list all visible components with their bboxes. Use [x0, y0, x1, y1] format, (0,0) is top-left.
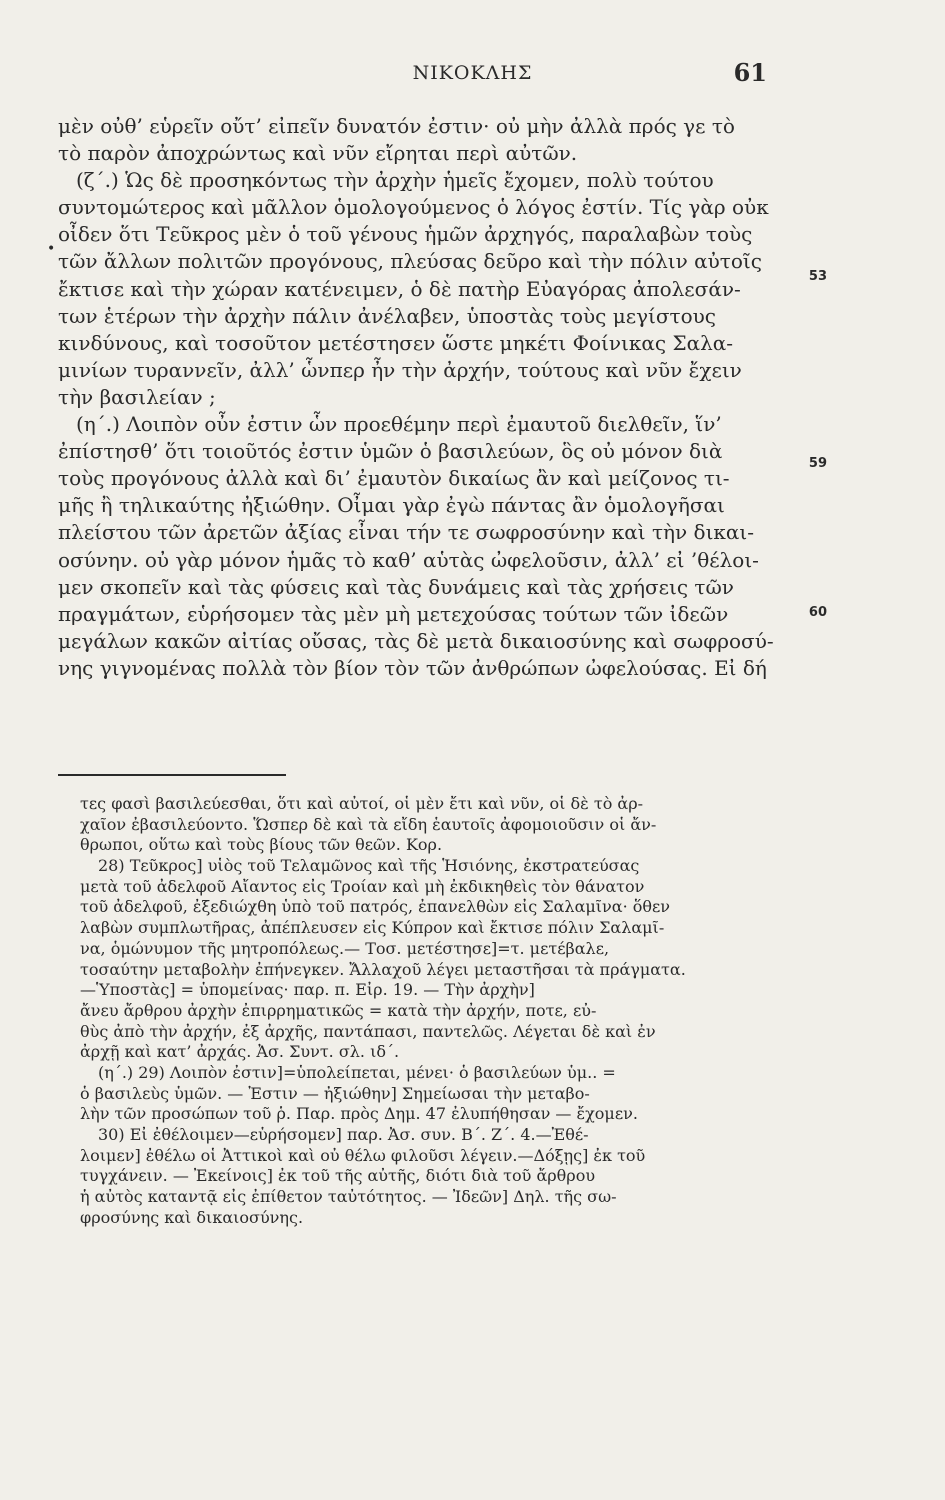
- text-line: πραγμάτων, εὑρήσομεν τὰς μὲν μὴ μετεχούσας τούτων τῶν ἰδεῶν: [58, 601, 729, 626]
- running-head: ΝΙΚΟΚΛΗΣ: [412, 62, 533, 84]
- text-line: μεγάλων κακῶν αἰτίας οὔσας, τὰς δὲ μετὰ δικαιοσύνης καὶ σωφροσύ-: [58, 628, 774, 653]
- text-line: (ζ΄.) Ὡς δὲ προσηκόντως τὴν ἀρχὴν ἡμεῖς ἔχομεν, πολὺ τούτου: [76, 168, 714, 193]
- footnote-divider: [58, 774, 286, 776]
- footnote-line: τυγχάνειν. — Ἐκείνοις] ἐκ τοῦ τῆς αὐτῆς, διότι διὰ τοῦ ἄρθρου: [80, 1166, 596, 1186]
- footnote-line: λαβὼν συμπλωτῆρας, ἀπέπλευσεν εἰς Κύπρον καὶ ἔκτισε πόλιν Σαλαμῖ-: [80, 918, 665, 938]
- footnote-line: φροσύνης καὶ δικαιοσύνης.: [80, 1207, 304, 1227]
- text-line: κινδύνους, καὶ τοσοῦτον μετέστησεν ὥστε μηκέτι Φοίνικας Σαλα-: [58, 330, 734, 355]
- footnote-line: λοιμεν] ἐθέλω οἱ Ἀττικοὶ καὶ οὐ θέλω φιλοῦσι λέγειν.—Δόξῃς] ἐκ τοῦ: [80, 1145, 646, 1165]
- footnote-line: μετὰ τοῦ ἀδελφοῦ Αἴαντος εἰς Τροίαν καὶ μὴ ἐκδικηθεὶς τὸν θάνατον: [80, 876, 645, 896]
- text-line: μεν σκοπεῖν καὶ τὰς φύσεις καὶ τὰς δυνάμεις καὶ τὰς χρήσεις τῶν: [58, 574, 734, 599]
- text-line: συντομώτερος καὶ μᾶλλον ὁμολογούμενος ὁ λόγος ἐστίν. Τίς γὰρ οὐκ: [58, 195, 769, 220]
- page-header: [0, 58, 945, 92]
- footnote-line: ἡ αὐτὸς καταντᾷ εἰς ἐπίθετον ταὐτότητος. — Ἰδεῶν] Δηλ. τῆς σω-: [80, 1187, 617, 1207]
- footnote-line: λὴν τῶν προσώπων τοῦ ῥ. Παρ. πρὸς Δημ. 47 ἐλυπήθησαν — ἔχομεν.: [80, 1104, 638, 1124]
- footnote-line: θρωποι, οὕτω καὶ τοὺς βίους τῶν θεῶν. Κορ.: [80, 835, 443, 855]
- page-number: 61: [733, 58, 767, 87]
- footnote-line: τοσαύτην μεταβολὴν ἐπήνεγκεν. Ἄλλαχοῦ λέγει μεταστῆσαι τὰ πράγματα.: [80, 959, 686, 979]
- text-line: των ἑτέρων τὴν ἀρχὴν πάλιν ἀνέλαβεν, ὑποστὰς τοὺς μεγίστους: [58, 303, 716, 328]
- footnote-line: θὺς ἀπὸ τὴν ἀρχήν, ἐξ ἀρχῆς, παντάπασι, παντελῶς. Λέγεται δὲ καὶ ἐν: [80, 1021, 656, 1041]
- text-line: τὴν βασιλείαν ;: [58, 384, 216, 409]
- text-line: ἐπίστησθ’ ὅτι τοιοῦτός ἐστιν ὑμῶν ὁ βασιλεύων, ὃς οὐ μόνον διὰ: [58, 439, 723, 464]
- text-line: πλείστου τῶν ἀρετῶν ἀξίας εἶναι τήν τε σωφροσύνην καὶ τὴν δικαι-: [58, 520, 755, 545]
- margin-number: 59: [808, 456, 827, 471]
- text-line: οἶδεν ὅτι Τεῦκρος μὲν ὁ τοῦ γένους ἡμῶν ἀρχηγός, παραλαβὼν τοὺς: [58, 222, 753, 247]
- text-line: μὲν οὐθ’ εὑρεῖν οὔτ’ εἰπεῖν δυνατόν ἐστιν· οὐ μὴν ἀλλὰ πρός γε τὸ: [58, 114, 735, 138]
- footnote-line: 28) Τεῦκρος] υἱὸς τοῦ Τελαμῶνος καὶ τῆς Ἡσιόνης, ἐκστρατεύσας: [98, 856, 640, 876]
- footnote-line: τοῦ ἀδελφοῦ, ἐξεδιώχθη ὑπὸ τοῦ πατρός, ἐπανελθὼν εἰς Σαλαμῖνα· ὅθεν: [80, 897, 671, 917]
- footnote-line: χαῖον ἐβασιλεύοντο. Ὥσπερ δὲ καὶ τὰ εἴδη ἑαυτοῖς ἀφομοιοῦσιν οἱ ἄν-: [80, 814, 657, 834]
- text-line: τὸ παρὸν ἀποχρώντως καὶ νῦν εἴρηται περὶ αὐτῶν.: [58, 141, 578, 166]
- text-line: οσύνην. οὐ γὰρ μόνον ἡμᾶς τὸ καθ’ αὑτὰς ὠφελοῦσιν, ἀλλ’ εἰ ’θέλοι-: [58, 547, 759, 572]
- footnote-line: τες φασὶ βασιλεύεσθαι, ὅτι καὶ αὐτοί, οἱ μὲν ἔτι καὶ νῦν, οἱ δὲ τὸ ἀρ-: [80, 794, 644, 813]
- footnote-line: (η΄.) 29) Λοιπὸν ἐστιν]=ὑπολείπεται, μένει· ὁ βασιλεύων ὑμ.. =: [98, 1062, 616, 1082]
- margin-dot: •: [47, 241, 56, 257]
- text-line: τοὺς προγόνους ἀλλὰ καὶ δι’ ἐμαυτὸν δικαίως ἂν καὶ μείζονος τι-: [58, 466, 730, 491]
- text-line: (η΄.) Λοιπὸν οὖν ἐστιν ὧν προεθέμην περὶ ἐμαυτοῦ διελθεῖν, ἵν’: [76, 412, 722, 437]
- margin-number: 60: [808, 605, 827, 620]
- footnote-line: 30) Εἰ ἐθέλοιμεν—εὑρήσομεν] παρ. Ἀσ. συν. Β΄. Ζ΄. 4.—Ἐθέ-: [98, 1125, 589, 1144]
- footnote-line: ἄνευ ἄρθρου ἀρχὴν ἐπιρρηματικῶς = κατὰ τὴν ἀρχήν, ποτε, εὐ-: [80, 1000, 597, 1020]
- text-line: νης γιγνομένας πολλὰ τὸν βίον τὸν τῶν ἀνθρώπων ὠφελούσας. Εἰ δή: [58, 655, 767, 680]
- text-line: μῆς ἢ τηλικαύτης ἠξιώθην. Οἶμαι γὰρ ἐγὼ πάντας ἂν ὁμολογῆσαι: [58, 493, 725, 518]
- text-line: μινίων τυραννεῖν, ἀλλ’ ὧνπερ ἦν τὴν ἀρχήν, τούτους καὶ νῦν ἔχειν: [58, 357, 742, 382]
- main-text: [58, 113, 786, 682]
- footnote-line: —Ὑποστὰς] = ὑπομείνας· παρ. π. Εἰρ. 19. — Τὴν ἀρχὴν]: [80, 980, 535, 1000]
- text-line: ἔκτισε καὶ τὴν χώραν κατένειμεν, ὁ δὲ πατὴρ Εὐαγόρας ἀπολεσάν-: [58, 276, 741, 301]
- footnote-line: ὁ βασιλεὺς ὑμῶν. — Ἐστιν — ἠξιώθην] Σημείωσαι τὴν μεταβο-: [80, 1083, 590, 1103]
- footnote-line: να, ὁμώνυμον τῆς μητροπόλεως.— Τοσ. μετέστησε]=τ. μετέβαλε,: [80, 938, 610, 958]
- footnote-line: ἀρχῇ καὶ κατ’ ἀρχάς. Ἀσ. Συντ. σλ. ιδ΄.: [80, 1042, 400, 1062]
- margin-number: 53: [808, 269, 827, 284]
- text-line: τῶν ἄλλων πολιτῶν προγόνους, πλεύσας δεῦρο καὶ τὴν πόλιν αὐτοῖς: [58, 249, 762, 274]
- footnotes: [80, 794, 788, 1228]
